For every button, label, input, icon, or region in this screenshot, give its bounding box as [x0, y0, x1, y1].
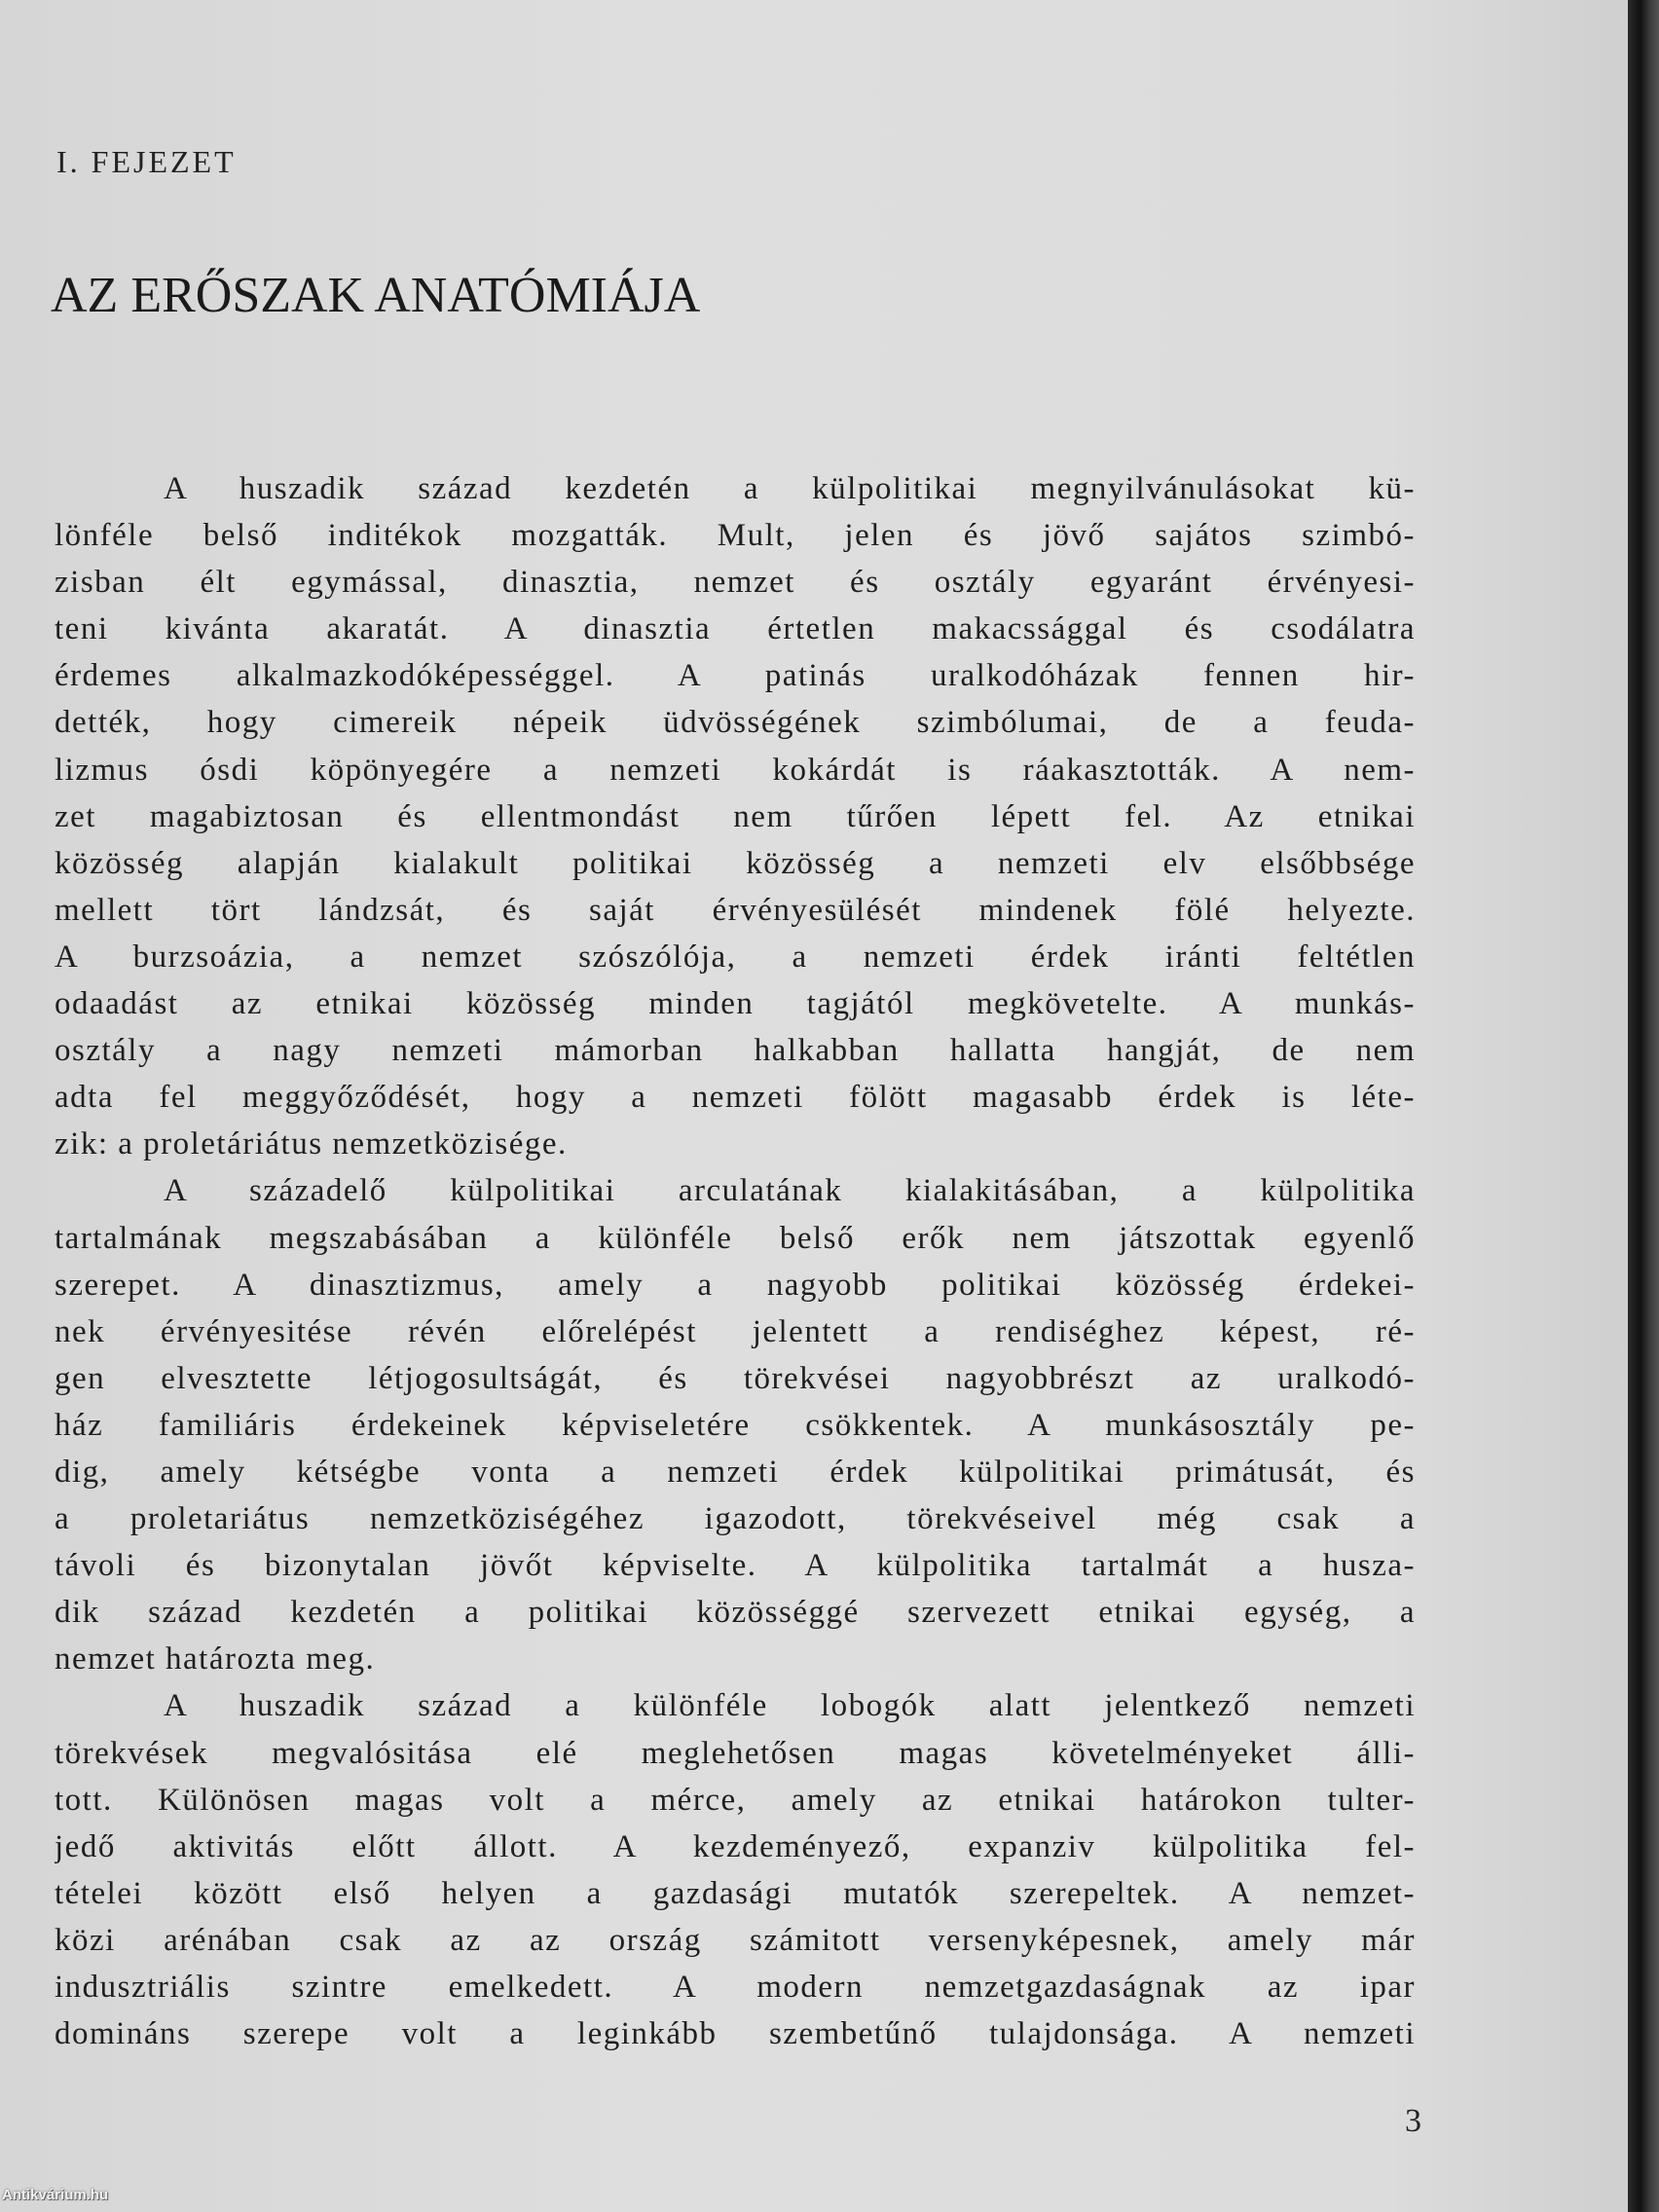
- watermark: Antikvárium.hu: [2, 2187, 109, 2203]
- text-line: zisban élt egymással, dinasztia, nemzet és osztály egyaránt érvényesi-: [55, 565, 1416, 601]
- chapter-title: AZ ERŐSZAK ANATÓMIÁJA: [51, 268, 701, 323]
- text-line: a proletariátus nemzetköziségéhez igazodott, törekvéseivel még csak a: [55, 1501, 1416, 1537]
- text-line: közösség alapján kialakult politikai közösség a nemzeti elv elsőbbsége: [55, 845, 1416, 881]
- paragraph: [55, 465, 1416, 1167]
- text-line: indusztriális szintre emelkedett. A modern nemzetgazdaságnak az ipar: [55, 1970, 1416, 2005]
- chapter-label: I. FEJEZET: [56, 144, 237, 179]
- text-line: jedő aktivitás előtt állott. A kezdeményező, expanziv külpolitika fel-: [55, 1828, 1416, 1864]
- text-line: gen elvesztette létjogosultságát, és törekvései nagyobbrészt az uralkodó-: [55, 1360, 1416, 1396]
- text-line: A huszadik század kezdetén a külpolitikai megnyilvánulásokat kü-: [164, 471, 1416, 506]
- paragraph: [55, 1167, 1416, 1682]
- page-edge-binding: [1628, 0, 1659, 2212]
- text-line: törekvések megvalósitása elé meglehetősen magas követelményeket álli-: [55, 1735, 1416, 1771]
- text-line: tételei között első helyen a gazdasági mutatók szerepeltek. A nemzet-: [55, 1875, 1416, 1911]
- text-line: távoli és bizonytalan jövőt képviselte. A külpolitika tartalmát a husza-: [55, 1548, 1416, 1584]
- text-line: zik: a proletáriátus nemzetközisége.: [55, 1126, 568, 1162]
- text-line: nek érvényesitése révén előrelépést jelentett a rendiséghez képest, ré-: [55, 1313, 1416, 1349]
- text-line: teni kivánta akaratát. A dinasztia értetlen makacssággal és csodálatra: [55, 611, 1416, 647]
- text-line: ház familiáris érdekeinek képviseletére csökkentek. A munkásosztály pe-: [55, 1407, 1416, 1443]
- paragraph: [55, 1682, 1416, 2057]
- text-line: A századelő külpolitikai arculatának kialakitásában, a külpolitika: [164, 1173, 1416, 1209]
- text-line: dették, hogy cimereik népeik üdvösségének szimbólumai, de a feuda-: [55, 705, 1416, 741]
- text-line: lönféle belső inditékok mozgatták. Mult, jelen és jövő sajátos szimbó-: [55, 518, 1416, 554]
- text-line: mellett tört lándzsát, és saját érvényesülését mindenek fölé helyezte.: [55, 892, 1416, 928]
- text-line: dig, amely kétségbe vonta a nemzeti érdek külpolitikai primátusát, és: [55, 1454, 1416, 1490]
- page-number: 3: [1405, 2103, 1421, 2139]
- text-line: érdemes alkalmazkodóképességgel. A patinás uralkodóházak fennen hir-: [55, 658, 1416, 694]
- text-line: lizmus ósdi köpönyegére a nemzeti kokárdát is ráakasztották. A nem-: [55, 752, 1416, 788]
- text-line: tartalmának megszabásában a különféle belső erők nem játszottak egyenlő: [55, 1220, 1416, 1256]
- text-line: szerepet. A dinasztizmus, amely a nagyobb politikai közösség érdekei-: [55, 1267, 1416, 1303]
- text-line: domináns szerepe volt a leginkább szembetűnő tulajdonsága. A nemzeti: [55, 2016, 1416, 2052]
- text-line: zet magabiztosan és ellentmondást nem tűrően lépett fel. Az etnikai: [55, 798, 1416, 834]
- text-line: dik század kezdetén a politikai közösséggé szervezett etnikai egység, a: [55, 1595, 1416, 1631]
- text-line: közi arénában csak az az ország számitott versenyképesnek, amely már: [55, 1922, 1416, 1958]
- text-line: adta fel meggyőződését, hogy a nemzeti fölött magasabb érdek is léte-: [55, 1080, 1416, 1116]
- text-line: A burzsoázia, a nemzet szószólója, a nemzeti érdek iránti feltétlen: [55, 939, 1416, 975]
- text-line: osztály a nagy nemzeti mámorban halkabban hallatta hangját, de nem: [55, 1033, 1416, 1069]
- text-line: A huszadik század a különféle lobogók alatt jelentkező nemzeti: [164, 1688, 1416, 1724]
- body-text: [55, 465, 1416, 2057]
- text-line: odaadást az etnikai közösség minden tagjától megkövetelte. A munkás-: [55, 986, 1416, 1022]
- text-line: nemzet határozta meg.: [55, 1641, 376, 1677]
- text-line: tott. Különösen magas volt a mérce, amely az etnikai határokon tulter-: [55, 1782, 1416, 1818]
